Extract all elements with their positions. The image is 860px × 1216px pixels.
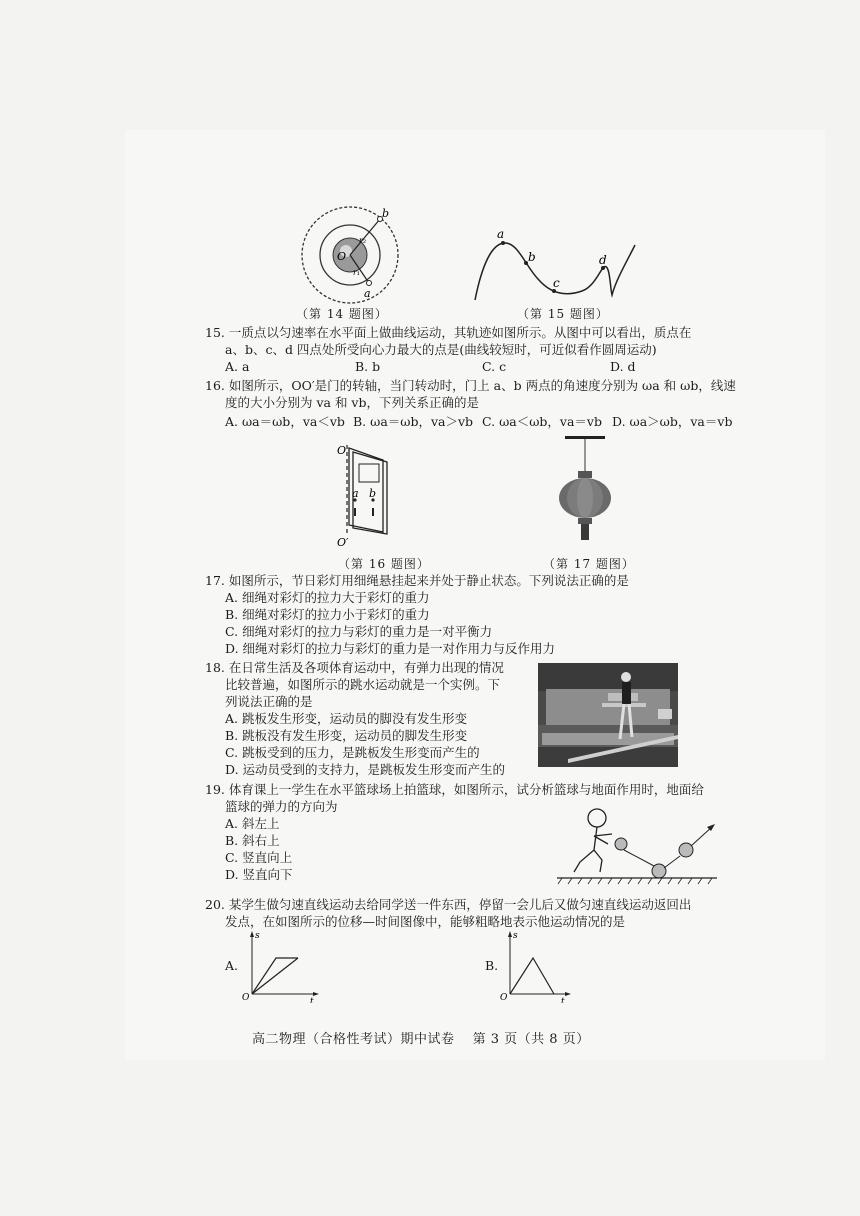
q20-b-axis-s: s <box>513 931 518 941</box>
q17-option-d: D. 细绳对彩灯的拉力与彩灯的重力是一对作用力与反作用力 <box>225 641 556 656</box>
fig14-label-r2: r₂ <box>359 236 367 245</box>
fig14-diagram <box>285 205 425 310</box>
q16-option-c: C. ωa＜ωb，va＝vb <box>482 414 602 429</box>
q20-option-b-label: B. <box>485 958 499 973</box>
fig18-diving-photo <box>538 663 678 767</box>
q15-line1: 15. 一质点以匀速率在水平面上做曲线运动，其轨迹如图所示。从图中可以看出，质点在 <box>205 325 692 340</box>
q20-graph-b <box>498 928 573 1003</box>
fig17-caption: （第 17 题图） <box>543 557 635 571</box>
q20-line1: 20. 某学生做匀速直线运动去给同学送一件东西，停留一会儿后又做匀速直线运动返回出 <box>205 897 692 912</box>
fig14-label-r1: r₁ <box>353 268 361 277</box>
q16-line2: 度的大小分别为 va 和 vb，下列关系正确的是 <box>225 395 479 410</box>
fig14-label-a: a <box>364 287 371 300</box>
fig19-basketball-diagram <box>552 800 722 885</box>
q19-line1: 19. 体育课上一学生在水平篮球场上拍篮球，如图所示，试分析篮球与地面作用时，地面给 <box>205 782 704 797</box>
q16-line1: 16. 如图所示，OO′是门的转轴，当门转动时，门上 a、b 两点的角速度分别为 ωa 和 ωb，线速 <box>205 378 736 393</box>
q20-b-axis-o: O <box>500 993 508 1003</box>
fig16-label-b: b <box>369 487 377 500</box>
q20-line2: 发点，在如图所示的位移—时间图像中，能够粗略地表示他运动情况的是 <box>225 914 626 929</box>
q15-option-b: B. b <box>355 359 381 374</box>
q16-option-b: B. ωa＝ωb，va＞vb <box>353 414 474 429</box>
q19-option-b: B. 斜右上 <box>225 833 280 848</box>
fig15-label-b: b <box>528 250 536 264</box>
q15-line2: a、b、c、d 四点处所受向心力最大的点是(曲线较短时，可近似看作圆周运动) <box>225 342 657 357</box>
fig16-label-O2: O′ <box>337 536 349 548</box>
q18-line2: 比较普遍，如图所示的跳水运动就是一个实例。下 <box>225 677 501 692</box>
q20-a-axis-t: t <box>310 997 314 1003</box>
q15-option-a: A. a <box>225 359 250 374</box>
q20-b-axis-t: t <box>561 997 565 1003</box>
q17-option-b: B. 细绳对彩灯的拉力小于彩灯的重力 <box>225 607 430 622</box>
fig16-label-O: O <box>337 444 347 457</box>
q20-option-a-label: A. <box>225 958 239 973</box>
q18-option-c: C. 跳板受到的压力，是跳板发生形变而产生的 <box>225 745 480 760</box>
fig17-lantern <box>545 436 625 546</box>
q15-option-c: C. c <box>482 359 507 374</box>
q16-option-d: D. ωa＞ωb，va＝vb <box>612 414 733 429</box>
fig15-diagram <box>470 225 640 305</box>
q19-option-c: C. 竖直向上 <box>225 850 293 865</box>
fig14-label-O: O <box>337 250 347 263</box>
q20-a-axis-o: O <box>242 993 250 1003</box>
fig15-label-c: c <box>553 276 560 290</box>
q18-option-d: D. 运动员受到的支持力，是跳板发生形变而产生的 <box>225 762 506 777</box>
page-footer: 高二物理（合格性考试）期中试卷 第 3 页（共 8 页） <box>252 1032 590 1047</box>
q19-line2: 篮球的弹力的方向为 <box>225 799 338 814</box>
q17-option-c: C. 细绳对彩灯的拉力与彩灯的重力是一对平衡力 <box>225 624 493 639</box>
q16-option-a: A. ωa＝ωb，va＜vb <box>225 414 345 429</box>
q19-option-a: A. 斜左上 <box>225 816 280 831</box>
q18-line3: 列说法正确的是 <box>225 694 313 709</box>
q20-a-axis-s: s <box>255 931 260 941</box>
fig16-label-a: a <box>352 487 359 500</box>
fig15-caption: （第 15 题图） <box>517 307 609 321</box>
q19-option-d: D. 竖直向下 <box>225 867 293 882</box>
fig16-diagram <box>335 440 395 548</box>
q18-line1: 18. 在日常生活及各项体育运动中，有弹力出现的情况 <box>205 660 504 675</box>
fig14-caption: （第 14 题图） <box>296 307 388 321</box>
q20-graph-a <box>240 928 320 1003</box>
fig15-label-d: d <box>599 253 607 267</box>
q15-option-d: D. d <box>610 359 636 374</box>
q17-line1: 17. 如图所示，节日彩灯用细绳悬挂起来并处于静止状态。下列说法正确的是 <box>205 573 629 588</box>
q18-option-b: B. 跳板没有发生形变，运动员的脚发生形变 <box>225 728 468 743</box>
q17-option-a: A. 细绳对彩灯的拉力大于彩灯的重力 <box>225 590 430 605</box>
fig15-label-a: a <box>497 227 505 241</box>
fig14-label-b: b <box>382 207 390 220</box>
q18-option-a: A. 跳板发生形变，运动员的脚没有发生形变 <box>225 711 467 726</box>
fig16-caption: （第 16 题图） <box>338 557 430 571</box>
